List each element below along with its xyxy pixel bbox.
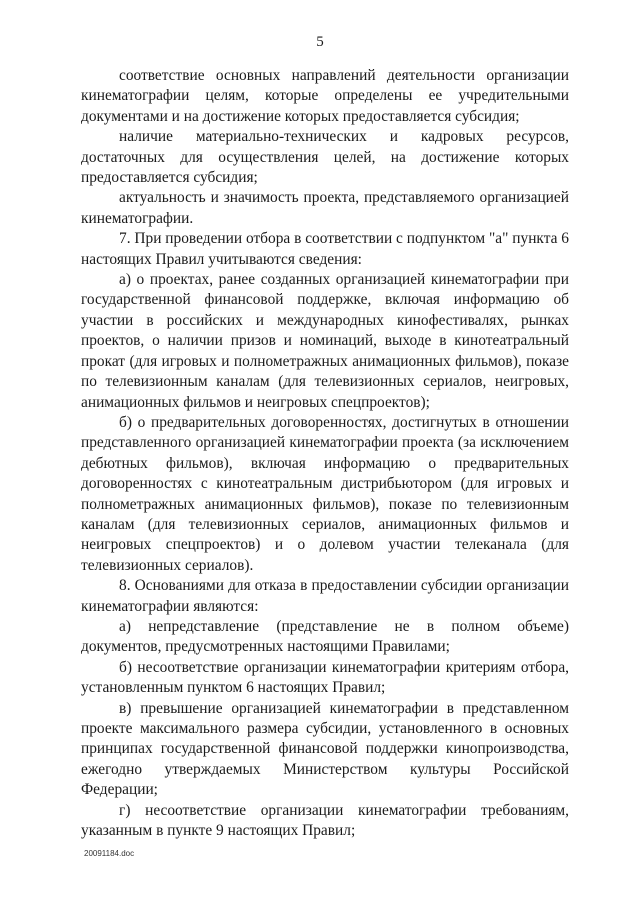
paragraph: б) несоответствие организации кинематографии критериям отбора, установленным пунктом 6 настоящих Правил; (81, 658, 569, 697)
paragraph: б) о предварительных договоренностях, достигнутых в отношении представленного организацией кинематографии проекта (за исключением дебютных фильмов), включая информацию о предварительных договоренностях с кинотеатральным дистрибьютором (для игровых и полнометражных анимационных фильмов), показе по телевизионным каналам (для телевизионных сериалов, анимационных фильмов и неигровых спецпроектов) и о долевом участии телеканала (для телевизионных сериалов). (81, 413, 569, 574)
document-filename-footer: 20091184.doc (84, 849, 135, 858)
paragraph: 7. При проведении отбора в соответствии с подпунктом "а" пункта 6 настоящих Правил учитываются сведения: (81, 230, 569, 268)
paragraph: а) непредставление (представление не в полном объеме) документов, предусмотренных настоящими Правилами; (81, 617, 569, 656)
paragraph: а) о проектах, ранее созданных организацией кинематографии при государственной финансовой поддержке, включая информацию об участии в российских и международных кинофестивалях, рынках проектов, о наличии призов и номинаций, выходе в кинотеатральный прокат (для игровых и полнометражных анимационных фильмов), показе по телевизионным каналам (для телевизионных сериалов, неигровых, анимационных фильмов и неигровых спецпроектов); (81, 271, 569, 411)
paragraph: соответствие основных направлений деятельности организации кинематографии целям, которые определены ее учредительными документами и на достижение которых предоставляется субсидия; (81, 67, 569, 125)
paragraph: актуальность и значимость проекта, представляемого организацией кинематографии. (81, 189, 569, 227)
paragraph: 8. Основаниями для отказа в предоставлении субсидии организации кинематографии являются: (81, 577, 569, 615)
page-number: 5 (316, 34, 324, 50)
document-body (81, 66, 569, 841)
paragraph: г) несоответствие организации кинематографии требованиям, указанным в пункте 9 настоящих Правил; (81, 801, 569, 840)
paragraph: в) превышение организацией кинематографии в представленном проекте максимального размера субсидии, установленного в основных принципах государственной финансовой поддержки кинопроизводства, ежегодно утверждаемых Министерством культуры Российской Федерации; (81, 699, 569, 799)
paragraph: наличие материально-технических и кадровых ресурсов, достаточных для осуществления целей, на достижение которых предоставляется субсидия; (81, 128, 569, 187)
